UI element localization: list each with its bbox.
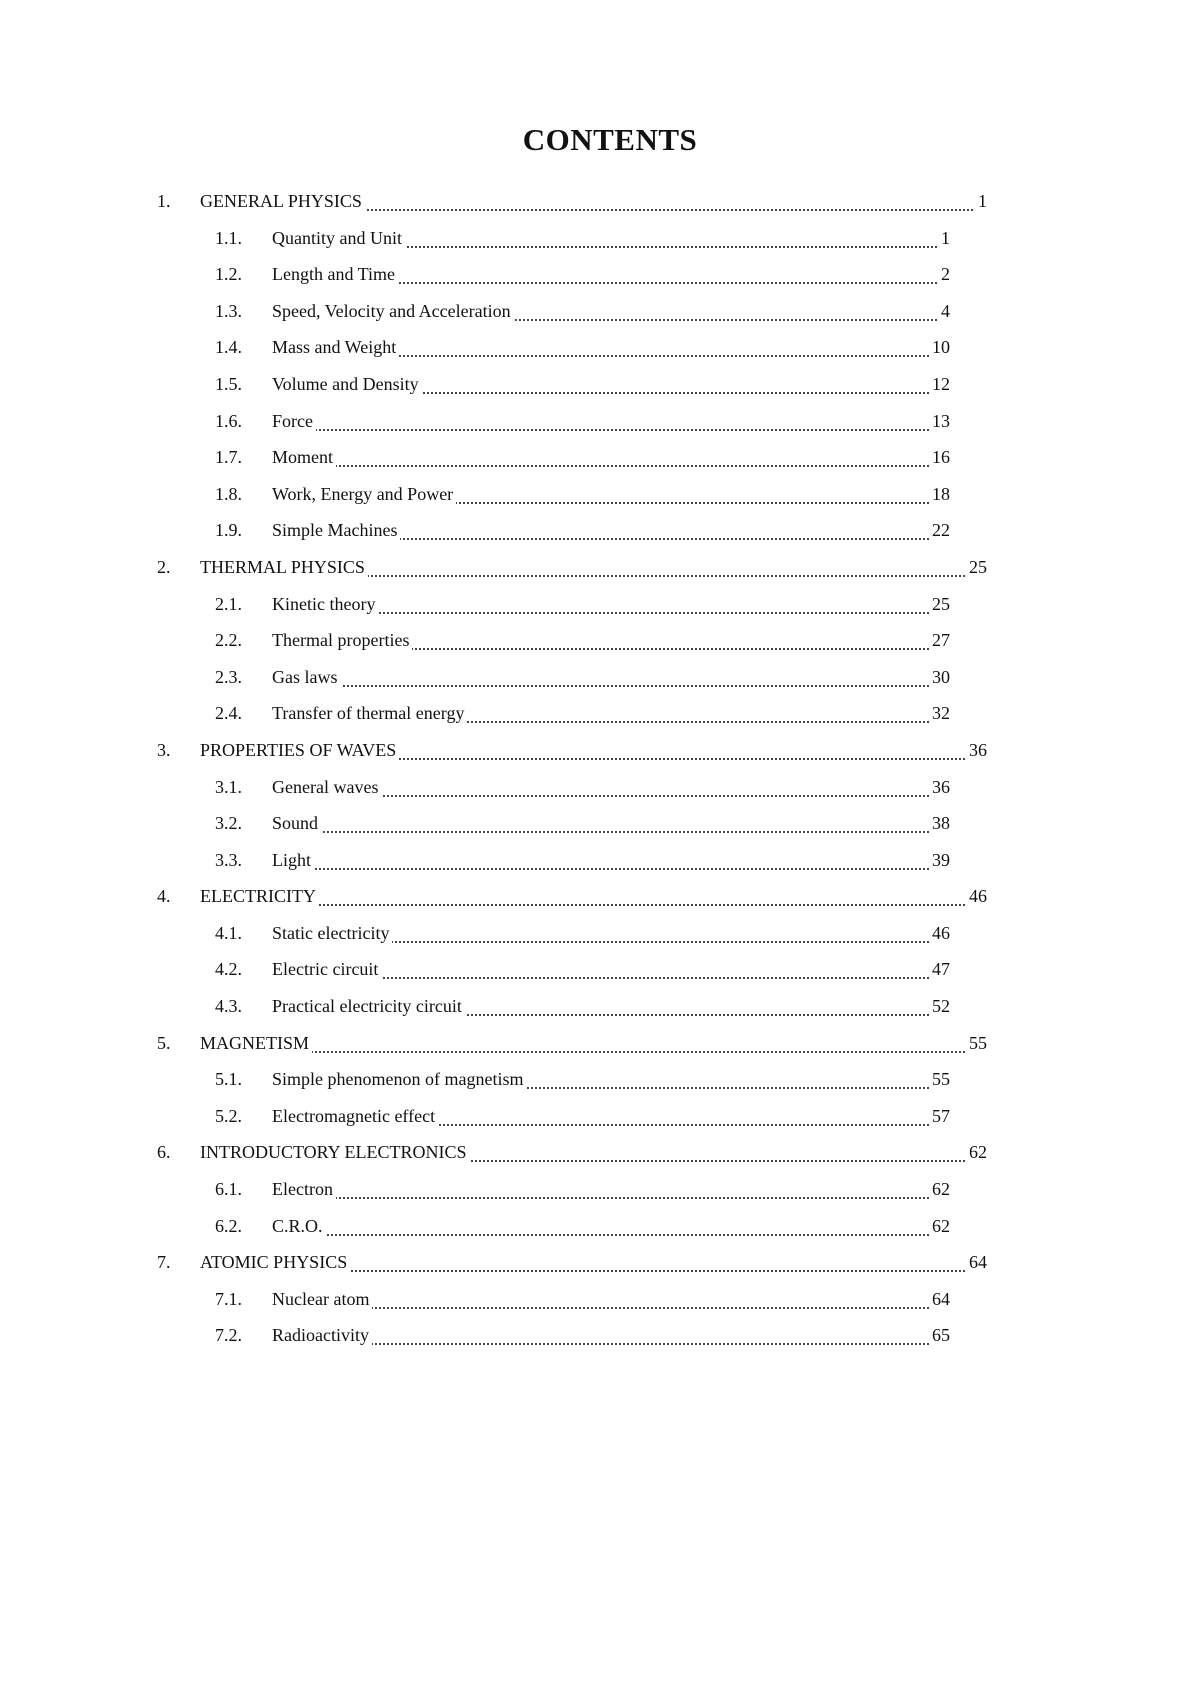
toc-entry-title: INTRODUCTORY ELECTRONICS xyxy=(200,1142,470,1163)
toc-entry-number: 7. xyxy=(157,1252,171,1273)
toc-entry-page-number: 36 xyxy=(966,740,987,761)
toc-entry-number: 1.2. xyxy=(215,264,242,285)
toc-entry-number: 4.2. xyxy=(215,959,242,980)
toc-entry-page-number: 65 xyxy=(929,1325,950,1346)
toc-entry-page-number: 18 xyxy=(929,484,950,505)
toc-entry-page-number: 27 xyxy=(929,630,950,651)
toc-entry-number: 2.1. xyxy=(215,593,242,614)
toc-entry-title: C.R.O. xyxy=(272,1216,326,1237)
toc-section-entry[interactable] xyxy=(0,841,1200,878)
toc-entry-page-number: 46 xyxy=(966,886,987,907)
toc-entry-page-number: 62 xyxy=(929,1179,950,1200)
toc-dot-leader xyxy=(272,465,945,467)
toc-entry-page-number: 25 xyxy=(929,594,950,615)
toc-section-entry[interactable] xyxy=(0,1316,1200,1353)
toc-entry-page-number: 16 xyxy=(929,447,950,468)
toc-entry-page-number: 1 xyxy=(938,228,950,249)
toc-dot-leader xyxy=(272,868,945,870)
toc-entry-number: 4. xyxy=(157,886,171,907)
toc-section-entry[interactable] xyxy=(0,768,1200,805)
toc-entry-title: Sound xyxy=(272,813,321,834)
toc-entry-page-number: 4 xyxy=(938,301,950,322)
toc-entry-title: Volume and Density xyxy=(272,374,422,395)
table-of-contents xyxy=(0,182,1200,1353)
toc-entry-title: PROPERTIES OF WAVES xyxy=(200,740,399,761)
toc-entry-title: Kinetic theory xyxy=(272,594,378,615)
toc-entry-page-number: 25 xyxy=(966,557,987,578)
toc-entry-number: 2.4. xyxy=(215,703,242,724)
toc-entry-title: Electron xyxy=(272,1179,336,1200)
toc-section-entry[interactable] xyxy=(0,1170,1200,1207)
toc-entry-number: 6.1. xyxy=(215,1179,242,1200)
toc-entry-page-number: 64 xyxy=(929,1289,950,1310)
toc-entry-page-number: 1 xyxy=(975,191,987,212)
toc-entry-title: Electric circuit xyxy=(272,959,381,980)
toc-section-entry[interactable] xyxy=(0,621,1200,658)
toc-entry-title: Electromagnetic effect xyxy=(272,1106,438,1127)
toc-entry-title: Mass and Weight xyxy=(272,337,399,358)
toc-entry-title: Transfer of thermal energy xyxy=(272,703,467,724)
toc-section-entry[interactable] xyxy=(0,1060,1200,1097)
toc-entry-page-number: 55 xyxy=(966,1033,987,1054)
toc-entry-number: 4.3. xyxy=(215,996,242,1017)
toc-chapter-entry[interactable] xyxy=(0,1024,1200,1061)
toc-entry-number: 4.1. xyxy=(215,922,242,943)
toc-entry-number: 3.3. xyxy=(215,849,242,870)
toc-entry-number: 3.1. xyxy=(215,776,242,797)
toc-entry-title: Thermal properties xyxy=(272,630,412,651)
toc-entry-number: 2. xyxy=(157,556,171,577)
toc-entry-page-number: 57 xyxy=(929,1106,950,1127)
toc-section-entry[interactable] xyxy=(0,475,1200,512)
toc-entry-number: 1.8. xyxy=(215,483,242,504)
toc-section-entry[interactable] xyxy=(0,511,1200,548)
toc-entry-page-number: 36 xyxy=(929,777,950,798)
toc-entry-title: Static electricity xyxy=(272,923,392,944)
toc-entry-page-number: 12 xyxy=(929,374,950,395)
toc-section-entry[interactable] xyxy=(0,1207,1200,1244)
toc-entry-page-number: 62 xyxy=(966,1142,987,1163)
toc-dot-leader xyxy=(272,1343,945,1345)
toc-section-entry[interactable] xyxy=(0,402,1200,439)
toc-entry-page-number: 64 xyxy=(966,1252,987,1273)
toc-entry-page-number: 10 xyxy=(929,337,950,358)
toc-entry-number: 7.1. xyxy=(215,1288,242,1309)
toc-entry-page-number: 30 xyxy=(929,667,950,688)
toc-entry-page-number: 46 xyxy=(929,923,950,944)
toc-entry-page-number: 39 xyxy=(929,850,950,871)
toc-entry-number: 6. xyxy=(157,1142,171,1163)
toc-entry-title: Speed, Velocity and Acceleration xyxy=(272,301,514,322)
toc-section-entry[interactable] xyxy=(0,438,1200,475)
toc-dot-leader xyxy=(272,1197,945,1199)
toc-entry-number: 1.5. xyxy=(215,373,242,394)
toc-section-entry[interactable] xyxy=(0,658,1200,695)
toc-entry-title: MAGNETISM xyxy=(200,1033,312,1054)
page-title: CONTENTS xyxy=(522,122,698,157)
toc-entry-title: ELECTRICITY xyxy=(200,886,319,907)
toc-chapter-entry[interactable] xyxy=(0,877,1200,914)
toc-entry-number: 1.9. xyxy=(215,520,242,541)
toc-entry-number: 2.2. xyxy=(215,630,242,651)
toc-entry-title: ATOMIC PHYSICS xyxy=(200,1252,350,1273)
toc-dot-leader xyxy=(272,685,945,687)
toc-chapter-entry[interactable] xyxy=(0,1133,1200,1170)
toc-entry-number: 3.2. xyxy=(215,813,242,834)
toc-section-entry[interactable] xyxy=(0,219,1200,256)
toc-entry-title: Gas laws xyxy=(272,667,341,688)
toc-section-entry[interactable] xyxy=(0,365,1200,402)
toc-entry-title: Force xyxy=(272,411,316,432)
toc-entry-number: 1.1. xyxy=(215,227,242,248)
toc-section-entry[interactable] xyxy=(0,804,1200,841)
toc-section-entry[interactable] xyxy=(0,987,1200,1024)
toc-section-entry[interactable] xyxy=(0,292,1200,329)
toc-entry-number: 1.4. xyxy=(215,337,242,358)
toc-section-entry[interactable] xyxy=(0,585,1200,622)
toc-chapter-entry[interactable] xyxy=(0,1243,1200,1280)
toc-entry-title: Quantity and Unit xyxy=(272,228,405,249)
toc-dot-leader xyxy=(272,1307,945,1309)
toc-entry-page-number: 47 xyxy=(929,959,950,980)
toc-entry-title: GENERAL PHYSICS xyxy=(200,191,365,212)
toc-chapter-entry[interactable] xyxy=(0,182,1200,219)
toc-section-entry[interactable] xyxy=(0,914,1200,951)
toc-entry-title: THERMAL PHYSICS xyxy=(200,557,368,578)
toc-entry-number: 5. xyxy=(157,1032,171,1053)
toc-entry-number: 7.2. xyxy=(215,1325,242,1346)
toc-section-entry[interactable] xyxy=(0,950,1200,987)
toc-entry-number: 1. xyxy=(157,191,171,211)
toc-section-entry[interactable] xyxy=(0,694,1200,731)
toc-entry-number: 6.2. xyxy=(215,1215,242,1236)
toc-entry-page-number: 2 xyxy=(938,264,950,285)
toc-entry-number: 5.1. xyxy=(215,1069,242,1090)
toc-entry-page-number: 62 xyxy=(929,1216,950,1237)
toc-entry-title: General waves xyxy=(272,777,381,798)
toc-entry-number: 1.7. xyxy=(215,447,242,468)
toc-entry-title: Work, Energy and Power xyxy=(272,484,456,505)
toc-entry-page-number: 55 xyxy=(929,1069,950,1090)
toc-entry-number: 1.6. xyxy=(215,410,242,431)
toc-dot-leader xyxy=(272,831,945,833)
toc-section-entry[interactable] xyxy=(0,1280,1200,1317)
toc-chapter-entry[interactable] xyxy=(0,731,1200,768)
toc-section-entry[interactable] xyxy=(0,1097,1200,1134)
toc-entry-number: 5.2. xyxy=(215,1105,242,1126)
toc-entry-title: Practical electricity circuit xyxy=(272,996,465,1017)
toc-dot-leader xyxy=(272,429,945,431)
toc-entry-number: 1.3. xyxy=(215,300,242,321)
toc-entry-title: Length and Time xyxy=(272,264,398,285)
toc-entry-page-number: 38 xyxy=(929,813,950,834)
toc-entry-page-number: 13 xyxy=(929,411,950,432)
toc-entry-title: Simple Machines xyxy=(272,520,400,541)
toc-dot-leader xyxy=(200,1051,980,1053)
toc-entry-page-number: 22 xyxy=(929,520,950,541)
toc-entry-title: Radioactivity xyxy=(272,1325,372,1346)
toc-entry-title: Moment xyxy=(272,447,336,468)
toc-entry-title: Nuclear atom xyxy=(272,1289,372,1310)
toc-entry-title: Simple phenomenon of magnetism xyxy=(272,1069,526,1090)
toc-section-entry[interactable] xyxy=(0,328,1200,365)
toc-entry-page-number: 52 xyxy=(929,996,950,1017)
toc-entry-number: 2.3. xyxy=(215,666,242,687)
toc-entry-title: Light xyxy=(272,850,314,871)
toc-entry-page-number: 32 xyxy=(929,703,950,724)
toc-entry-number: 3. xyxy=(157,739,171,760)
toc-chapter-entry[interactable] xyxy=(0,548,1200,585)
toc-dot-leader xyxy=(272,1234,945,1236)
toc-section-entry[interactable] xyxy=(0,255,1200,292)
